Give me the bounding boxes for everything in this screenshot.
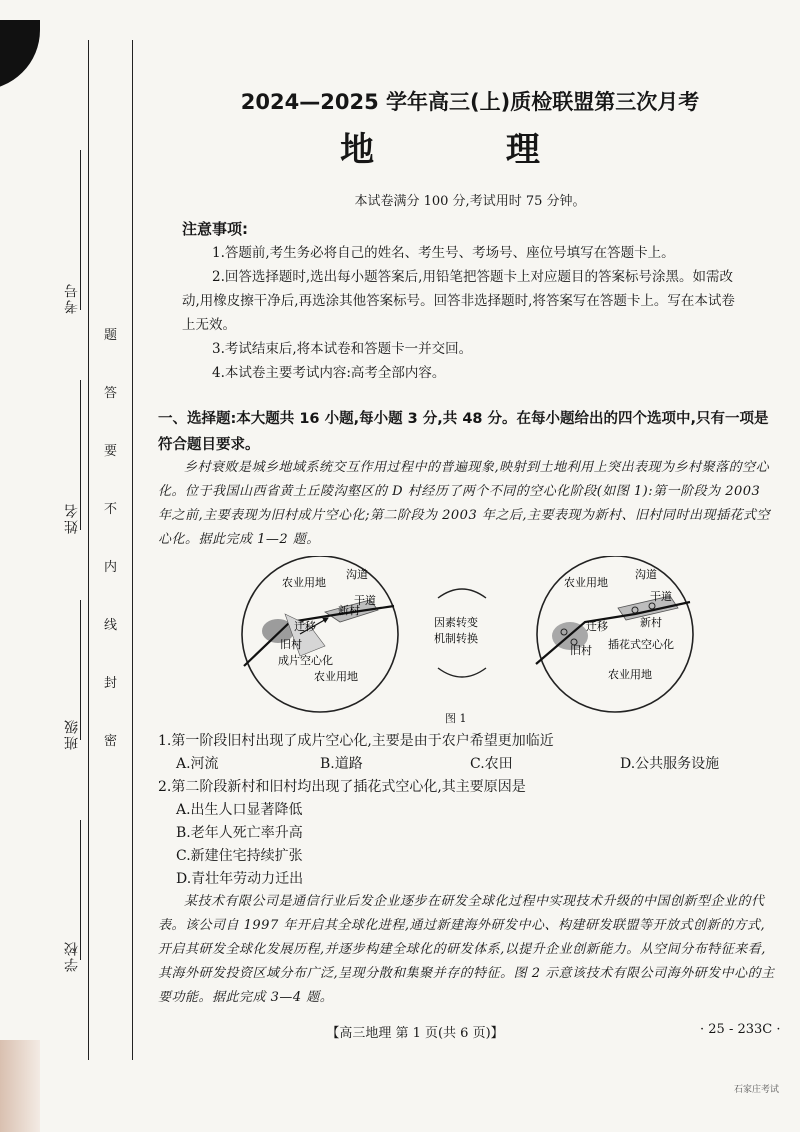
notice-item: 3.考试结束后,将本试卷和答题卡一并交回。: [212, 341, 473, 357]
figure-center-label: [434, 589, 486, 677]
q1-option-c[interactable]: C.农田: [470, 756, 513, 772]
svg-text:新村: 新村: [338, 604, 360, 617]
notice-heading: 注意事项:: [182, 220, 248, 238]
notice-item: 1.答题前,考生务必将自己的姓名、考生号、考场号、座位号填写在答题卡上。: [212, 245, 675, 261]
svg-text:沟道: 沟道: [635, 568, 657, 581]
svg-text:沟道: 沟道: [346, 568, 368, 581]
figure-1-diagram: [230, 556, 700, 716]
exam-number-label: 考号: [64, 282, 80, 314]
school-field[interactable]: [80, 820, 81, 960]
exam-page: 考号 姓名 班级 学校 密 封 线 内 不 要 答 题 2024—2025 学年高三(上)质检联盟第三次月考 地 理 本试卷满分 100 分,考试用时 75 分钟。 注意事项: 1.答题前,考生务必将自己的姓名、考生号、考场号、座位号填写在答题卡上。 2.回答选择题时,选出每小题答案后,用铅笔把答题卡上对应题目的答案标号涂黑。如需改动,用橡皮擦干净后,再选涂其他答案标号。回答非选择题时,将答案写在答题卡上。写在本试卷上无效。 3.考试结束后,将本试卷和答题卡一并交回。 4.本试卷主要考试内容:高考全部内容。 一、选择题:本大题共 16 小题,每小题 3 分,共 48 分。在每小题给出的四个选项中,只有一项是符合题目要求。 乡村衰败是城乡地域系统交互作用过程中的普遍现象,映射到土地利用上突出表现为乡村聚落的空心化。位于我国山西省黄土丘陵沟壑区的 D 村经历了两个不同的空心化阶段(如图 1):第一阶段为 2003 年之前,主要表现为旧村成片空心化;第二阶段为 2003 年之后,主要表现为新村、旧村同时出现插花式空心化。据此完成 1—2 题。 农业用地 沟道 干道 新村 迁移 旧村 成片空心化 农业用地 因素转变 机制转换 农业用地 沟道 干道 新村 迁移 旧村 插花式空心化 农业用地 图 1 1.第一阶段旧村出现了成片空心化,主要是由于农户希望更加临近 A.河流 B.道路 C.农田 D.公共服务设施 2.第二阶段新村和旧村均出现了插花式空心化,其主要原因是 A.出生人口显著降低 B.老年人死亡率升高 C.新建住宅持续扩张 D.青壮年劳动力迁出 某技术有限公司是通信行业后发企业逐步在研发全球化过程中实现技术升级的中国创新型企业的代表。该公司自 1997 年开启其全球化进程,通过新建海外研发中心、构建研发联盟等开放式创新的方式,开启其研发全球化发展历程,并逐步构建全球化的研发体系,以提升企业创新能力。从空间分布特征来看,其海外研发投资区域分布广泛,呈现分散和集聚并存的特征。图 2 示意该技术有限公司海外研发中心的主要功能。据此完成 3—4 题。 【高三地理 第 1 页(共 6 页)】 · 25 - 233C · 石家庄考试: [0, 0, 800, 1132]
scan-shadow-bottom: [0, 1040, 40, 1132]
svg-text:干道: 干道: [354, 594, 376, 607]
q1-option-b[interactable]: B.道路: [320, 756, 363, 772]
svg-text:农业用地: 农业用地: [564, 576, 608, 589]
school-label: 学校: [64, 940, 80, 972]
class-label: 班级: [64, 718, 80, 750]
svg-text:成片空心化: 成片空心化: [278, 654, 333, 667]
scan-shadow: [0, 20, 40, 90]
notice-item: 2.回答选择题时,选出每小题答案后,用铅笔把答题卡上对应题目的答案标号涂黑。如需改动,用橡皮擦干净后,再选涂其他答案标号。回答非选择题时,将答案写在答题卡上。写在本试卷上无效。: [182, 269, 735, 333]
svg-text:干道: 干道: [650, 590, 672, 603]
notice-item: 4.本试卷主要考试内容:高考全部内容。: [212, 365, 446, 381]
svg-text:农业用地: 农业用地: [314, 670, 358, 683]
q1-option-a[interactable]: A.河流: [176, 756, 219, 772]
svg-text:迁移: 迁移: [586, 620, 608, 633]
q1-option-d[interactable]: D.公共服务设施: [620, 756, 720, 772]
figure-right-panel: [536, 556, 693, 712]
question-1-stem: 1.第一阶段旧村出现了成片空心化,主要是由于农户希望更加临近: [158, 733, 554, 749]
exam-number-field[interactable]: [80, 150, 81, 310]
passage-1: 乡村衰败是城乡地域系统交互作用过程中的普遍现象,映射到土地利用上突出表现为乡村聚落的空心化。位于我国山西省黄土丘陵沟壑区的 D 村经历了两个不同的空心化阶段(如图 1):第一阶段为 2003 年之前,主要表现为旧村成片空心化;第二阶段为 2003 年之后,主要表现为新村、旧村同时出现插花式空心化。据此完成 1—2 题。: [158, 460, 770, 547]
figure-1-caption: 图 1: [445, 712, 467, 725]
q2-option-b[interactable]: B.老年人死亡率升高: [176, 825, 303, 841]
svg-text:因素转变: 因素转变: [434, 616, 478, 629]
class-field[interactable]: [80, 600, 81, 740]
figure-left-panel: [242, 556, 398, 712]
exam-info: 本试卷满分 100 分,考试用时 75 分钟。: [354, 194, 586, 209]
svg-text:机制转换: 机制转换: [434, 632, 478, 645]
page-footer: 【高三地理 第 1 页(共 6 页)】: [326, 1026, 504, 1041]
svg-text:旧村: 旧村: [280, 638, 302, 651]
svg-text:插花式空心化: 插花式空心化: [608, 638, 674, 651]
q2-option-c[interactable]: C.新建住宅持续扩张: [176, 848, 303, 864]
name-field[interactable]: [80, 380, 81, 530]
question-2-stem: 2.第二阶段新村和旧村均出现了插花式空心化,其主要原因是: [158, 779, 526, 795]
svg-text:迁移: 迁移: [294, 620, 316, 633]
subject-title: 地 理: [340, 130, 600, 170]
q2-option-a[interactable]: A.出生人口显著降低: [176, 802, 303, 818]
passage-2: 某技术有限公司是通信行业后发企业逐步在研发全球化过程中实现技术升级的中国创新型企业的代表。该公司自 1997 年开启其全球化进程,通过新建海外研发中心、构建研发联盟等开放式创新的方式,开启其研发全球化发展历程,并逐步构建全球化的研发体系,以提升企业创新能力。从空间分布特征来看,其海外研发投资区域分布广泛,呈现分散和集聚并存的特征。图 2 示意该技术有限公司海外研发中心的主要功能。据此完成 3—4 题。: [158, 894, 775, 1005]
svg-text:农业用地: 农业用地: [608, 668, 652, 681]
paper-code: · 25 - 233C ·: [700, 1022, 781, 1037]
section-heading: 一、选择题:本大题共 16 小题,每小题 3 分,共 48 分。在每小题给出的四个选项中,只有一项是符合题目要求。: [158, 411, 769, 453]
svg-text:农业用地: 农业用地: [282, 576, 326, 589]
svg-text:旧村: 旧村: [570, 644, 592, 657]
binding-line-outer: [88, 40, 89, 1060]
q2-option-d[interactable]: D.青壮年劳动力迁出: [176, 871, 304, 887]
watermark-logo: 石家庄考试: [734, 1085, 780, 1095]
exam-title: 2024—2025 学年高三(上)质检联盟第三次月考: [240, 90, 700, 114]
name-label: 姓名: [64, 502, 80, 534]
svg-text:新村: 新村: [640, 616, 662, 629]
binding-line-inner: [132, 40, 133, 1060]
